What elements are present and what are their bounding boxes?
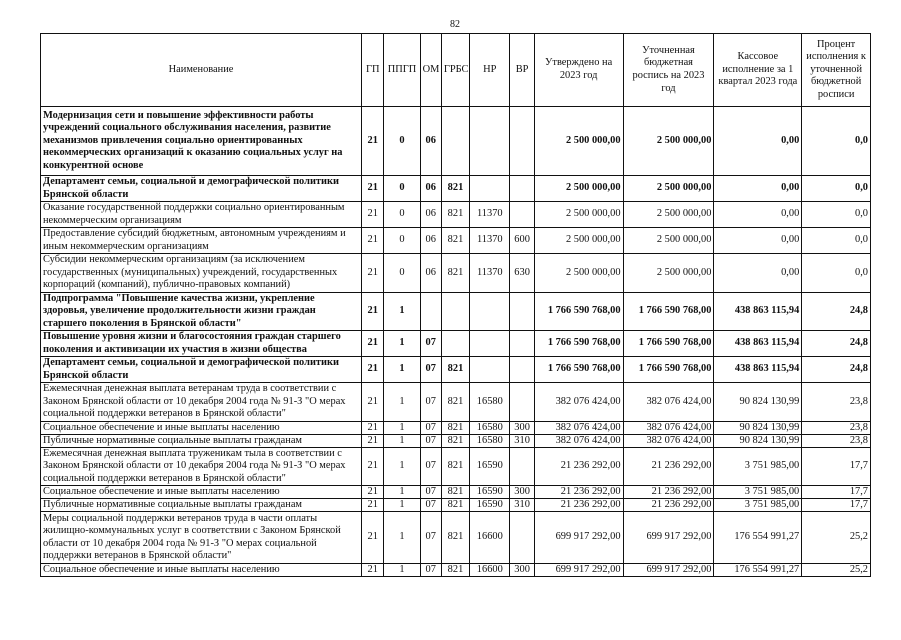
table-header-row	[41, 34, 871, 107]
row-gp: 21	[362, 486, 384, 499]
row-percent: 0,0	[802, 176, 871, 202]
row-percent: 17,7	[802, 447, 871, 486]
header-om: ОМ	[420, 34, 441, 107]
row-ppgp: 1	[384, 447, 420, 486]
row-approved: 699 917 292,00	[534, 564, 623, 577]
row-percent: 24,8	[802, 357, 871, 383]
row-nr: 16600	[470, 512, 510, 564]
row-ppgp: 1	[384, 421, 420, 434]
row-om: 06	[420, 228, 441, 254]
row-name: Публичные нормативные социальные выплаты гражданам	[41, 434, 362, 447]
row-grbs: 821	[441, 447, 469, 486]
row-grbs: 821	[441, 434, 469, 447]
row-ppgp: 1	[384, 383, 420, 422]
row-grbs: 821	[441, 421, 469, 434]
row-vr	[510, 512, 534, 564]
row-nr	[470, 107, 510, 176]
row-nr	[470, 292, 510, 331]
table-row	[41, 292, 871, 331]
row-nr: 11370	[470, 202, 510, 228]
row-ppgp: 1	[384, 564, 420, 577]
row-ppgp: 1	[384, 486, 420, 499]
table-row	[41, 176, 871, 202]
row-nr: 16600	[470, 564, 510, 577]
row-approved: 21 236 292,00	[534, 499, 623, 512]
row-gp: 21	[362, 512, 384, 564]
row-cash: 176 554 991,27	[714, 512, 802, 564]
row-refined: 382 076 424,00	[623, 383, 714, 422]
row-cash: 90 824 130,99	[714, 421, 802, 434]
row-vr	[510, 447, 534, 486]
row-nr: 16590	[470, 499, 510, 512]
row-refined: 382 076 424,00	[623, 421, 714, 434]
row-grbs: 821	[441, 176, 469, 202]
row-percent: 17,7	[802, 486, 871, 499]
row-vr	[510, 292, 534, 331]
row-refined: 382 076 424,00	[623, 434, 714, 447]
row-name: Департамент семьи, социальной и демографической политики Брянской области	[41, 357, 362, 383]
row-approved: 1 766 590 768,00	[534, 292, 623, 331]
row-grbs: 821	[441, 383, 469, 422]
header-ppgp: ППГП	[384, 34, 420, 107]
row-vr	[510, 383, 534, 422]
row-name: Ежемесячная денежная выплата ветеранам труда в соответствии с Законом Брянской области от 10 декабря 2004 года № 91-З "О мерах социальной поддержки ветеранов в Брянской области"	[41, 383, 362, 422]
table-row	[41, 228, 871, 254]
budget-table	[40, 33, 871, 577]
row-gp: 21	[362, 292, 384, 331]
row-name: Модернизация сети и повышение эффективности работы учреждений социального обслуживания населения, развитие механизмов привлечения социально ориентированных некоммерческих организаций к оказанию социальных услуг на конкурентной основе	[41, 107, 362, 176]
row-approved: 2 500 000,00	[534, 228, 623, 254]
row-ppgp: 1	[384, 434, 420, 447]
row-refined: 2 500 000,00	[623, 228, 714, 254]
row-om	[420, 292, 441, 331]
header-percent: Процент исполнения к уточненной бюджетной росписи	[802, 34, 871, 107]
row-approved: 2 500 000,00	[534, 254, 623, 293]
row-cash: 3 751 985,00	[714, 486, 802, 499]
row-om: 07	[420, 383, 441, 422]
row-gp: 21	[362, 564, 384, 577]
row-ppgp: 0	[384, 202, 420, 228]
header-nr: НР	[470, 34, 510, 107]
row-gp: 21	[362, 331, 384, 357]
row-ppgp: 1	[384, 357, 420, 383]
row-approved: 2 500 000,00	[534, 107, 623, 176]
table-row	[41, 254, 871, 293]
row-vr	[510, 107, 534, 176]
row-gp: 21	[362, 421, 384, 434]
row-cash: 438 863 115,94	[714, 331, 802, 357]
row-refined: 699 917 292,00	[623, 564, 714, 577]
row-refined: 2 500 000,00	[623, 107, 714, 176]
row-name: Субсидии некоммерческим организациям (за исключением государственных (муниципальных) учреждений, государственных корпораций (компаний), публично-правовых компаний)	[41, 254, 362, 293]
row-cash: 0,00	[714, 107, 802, 176]
row-cash: 3 751 985,00	[714, 499, 802, 512]
row-approved: 21 236 292,00	[534, 447, 623, 486]
row-grbs: 821	[441, 486, 469, 499]
row-ppgp: 1	[384, 512, 420, 564]
row-nr: 16590	[470, 486, 510, 499]
row-gp: 21	[362, 202, 384, 228]
row-grbs: 821	[441, 357, 469, 383]
row-gp: 21	[362, 107, 384, 176]
table-row	[41, 434, 871, 447]
row-om: 06	[420, 176, 441, 202]
row-cash: 438 863 115,94	[714, 357, 802, 383]
row-nr	[470, 176, 510, 202]
row-nr: 16580	[470, 421, 510, 434]
row-approved: 1 766 590 768,00	[534, 331, 623, 357]
row-percent: 0,0	[802, 228, 871, 254]
row-nr	[470, 331, 510, 357]
page-number: 82	[450, 19, 460, 30]
row-gp: 21	[362, 357, 384, 383]
table-row	[41, 447, 871, 486]
row-ppgp: 1	[384, 292, 420, 331]
row-vr: 300	[510, 564, 534, 577]
row-om: 06	[420, 202, 441, 228]
row-vr: 300	[510, 421, 534, 434]
header-vr: ВР	[510, 34, 534, 107]
table-row	[41, 499, 871, 512]
row-refined: 1 766 590 768,00	[623, 331, 714, 357]
header-refined: Уточненная бюджетная роспись на 2023 год	[623, 34, 714, 107]
row-vr: 310	[510, 434, 534, 447]
row-name: Подпрограмма "Повышение качества жизни, укрепление здоровья, увеличение продолжительности жизни граждан старшего поколения в Брянской области"	[41, 292, 362, 331]
row-gp: 21	[362, 447, 384, 486]
table-row	[41, 107, 871, 176]
row-grbs: 821	[441, 228, 469, 254]
row-name: Социальное обеспечение и иные выплаты населению	[41, 564, 362, 577]
row-refined: 2 500 000,00	[623, 176, 714, 202]
row-om: 06	[420, 107, 441, 176]
row-approved: 2 500 000,00	[534, 176, 623, 202]
row-name: Департамент семьи, социальной и демографической политики Брянской области	[41, 176, 362, 202]
row-percent: 23,8	[802, 421, 871, 434]
row-gp: 21	[362, 176, 384, 202]
row-ppgp: 0	[384, 176, 420, 202]
row-om: 06	[420, 254, 441, 293]
row-percent: 25,2	[802, 564, 871, 577]
row-cash: 3 751 985,00	[714, 447, 802, 486]
row-approved: 382 076 424,00	[534, 421, 623, 434]
row-percent: 0,0	[802, 107, 871, 176]
row-name: Оказание государственной поддержки социально ориентированным некоммерческим организациям	[41, 202, 362, 228]
row-name: Повышение уровня жизни и благосостояния граждан старшего поколения и активизации их участия в жизни общества	[41, 331, 362, 357]
row-cash: 176 554 991,27	[714, 564, 802, 577]
row-cash: 0,00	[714, 254, 802, 293]
row-nr: 16590	[470, 447, 510, 486]
table-row	[41, 564, 871, 577]
row-vr	[510, 202, 534, 228]
row-refined: 21 236 292,00	[623, 447, 714, 486]
header-name: Наименование	[41, 34, 362, 107]
header-grbs: ГРБС	[441, 34, 469, 107]
row-gp: 21	[362, 383, 384, 422]
table-row	[41, 202, 871, 228]
row-refined: 21 236 292,00	[623, 486, 714, 499]
row-vr: 600	[510, 228, 534, 254]
row-cash: 0,00	[714, 176, 802, 202]
row-ppgp: 1	[384, 499, 420, 512]
row-percent: 0,0	[802, 202, 871, 228]
row-gp: 21	[362, 499, 384, 512]
row-refined: 21 236 292,00	[623, 499, 714, 512]
row-grbs	[441, 331, 469, 357]
row-vr	[510, 176, 534, 202]
row-approved: 2 500 000,00	[534, 202, 623, 228]
row-nr	[470, 357, 510, 383]
row-om: 07	[420, 486, 441, 499]
table-row	[41, 486, 871, 499]
row-vr: 630	[510, 254, 534, 293]
row-percent: 17,7	[802, 499, 871, 512]
row-nr: 16580	[470, 383, 510, 422]
row-grbs: 821	[441, 512, 469, 564]
row-gp: 21	[362, 254, 384, 293]
row-om: 07	[420, 434, 441, 447]
row-om: 07	[420, 512, 441, 564]
row-ppgp: 1	[384, 331, 420, 357]
table-row	[41, 357, 871, 383]
row-grbs	[441, 107, 469, 176]
row-name: Меры социальной поддержки ветеранов труда в части оплаты жилищно-коммунальных услуг в соответствии с Законом Брянской области от 10 декабря 2004 года № 91-З "О мерах социальной поддержки ветеранов в Брянской области"	[41, 512, 362, 564]
row-grbs: 821	[441, 499, 469, 512]
row-cash: 0,00	[714, 228, 802, 254]
row-approved: 382 076 424,00	[534, 434, 623, 447]
row-percent: 24,8	[802, 292, 871, 331]
row-ppgp: 0	[384, 107, 420, 176]
row-approved: 699 917 292,00	[534, 512, 623, 564]
row-cash: 438 863 115,94	[714, 292, 802, 331]
row-gp: 21	[362, 228, 384, 254]
row-percent: 23,8	[802, 434, 871, 447]
row-ppgp: 0	[384, 254, 420, 293]
row-vr	[510, 357, 534, 383]
row-vr: 310	[510, 499, 534, 512]
row-percent: 0,0	[802, 254, 871, 293]
row-cash: 90 824 130,99	[714, 383, 802, 422]
row-vr: 300	[510, 486, 534, 499]
row-grbs: 821	[441, 254, 469, 293]
row-refined: 1 766 590 768,00	[623, 357, 714, 383]
row-grbs: 821	[441, 202, 469, 228]
row-name: Предоставление субсидий бюджетным, автономным учреждениям и иным некоммерческим организациям	[41, 228, 362, 254]
row-name: Ежемесячная денежная выплата труженикам тыла в соответствии с Законом Брянской области от 10 декабря 2004 года № 91-З "О мерах социальной поддержки ветеранов в Брянской области"	[41, 447, 362, 486]
row-ppgp: 0	[384, 228, 420, 254]
row-approved: 382 076 424,00	[534, 383, 623, 422]
row-percent: 24,8	[802, 331, 871, 357]
row-om: 07	[420, 447, 441, 486]
header-cash: Кассовое исполнение за 1 квартал 2023 года	[714, 34, 802, 107]
row-nr: 11370	[470, 254, 510, 293]
row-nr: 16580	[470, 434, 510, 447]
table-row	[41, 331, 871, 357]
row-name: Публичные нормативные социальные выплаты гражданам	[41, 499, 362, 512]
row-gp: 21	[362, 434, 384, 447]
row-cash: 90 824 130,99	[714, 434, 802, 447]
row-om: 07	[420, 499, 441, 512]
table-row	[41, 512, 871, 564]
row-approved: 21 236 292,00	[534, 486, 623, 499]
row-nr: 11370	[470, 228, 510, 254]
row-percent: 25,2	[802, 512, 871, 564]
row-name: Социальное обеспечение и иные выплаты населению	[41, 421, 362, 434]
row-approved: 1 766 590 768,00	[534, 357, 623, 383]
row-cash: 0,00	[714, 202, 802, 228]
table-row	[41, 383, 871, 422]
row-refined: 1 766 590 768,00	[623, 292, 714, 331]
row-refined: 699 917 292,00	[623, 512, 714, 564]
row-om: 07	[420, 564, 441, 577]
row-refined: 2 500 000,00	[623, 202, 714, 228]
row-grbs	[441, 292, 469, 331]
row-vr	[510, 331, 534, 357]
row-grbs: 821	[441, 564, 469, 577]
row-om: 07	[420, 357, 441, 383]
header-approved: Утверждено на 2023 год	[534, 34, 623, 107]
row-om: 07	[420, 421, 441, 434]
row-om: 07	[420, 331, 441, 357]
table-row	[41, 421, 871, 434]
row-percent: 23,8	[802, 383, 871, 422]
row-name: Социальное обеспечение и иные выплаты населению	[41, 486, 362, 499]
row-refined: 2 500 000,00	[623, 254, 714, 293]
header-gp: ГП	[362, 34, 384, 107]
